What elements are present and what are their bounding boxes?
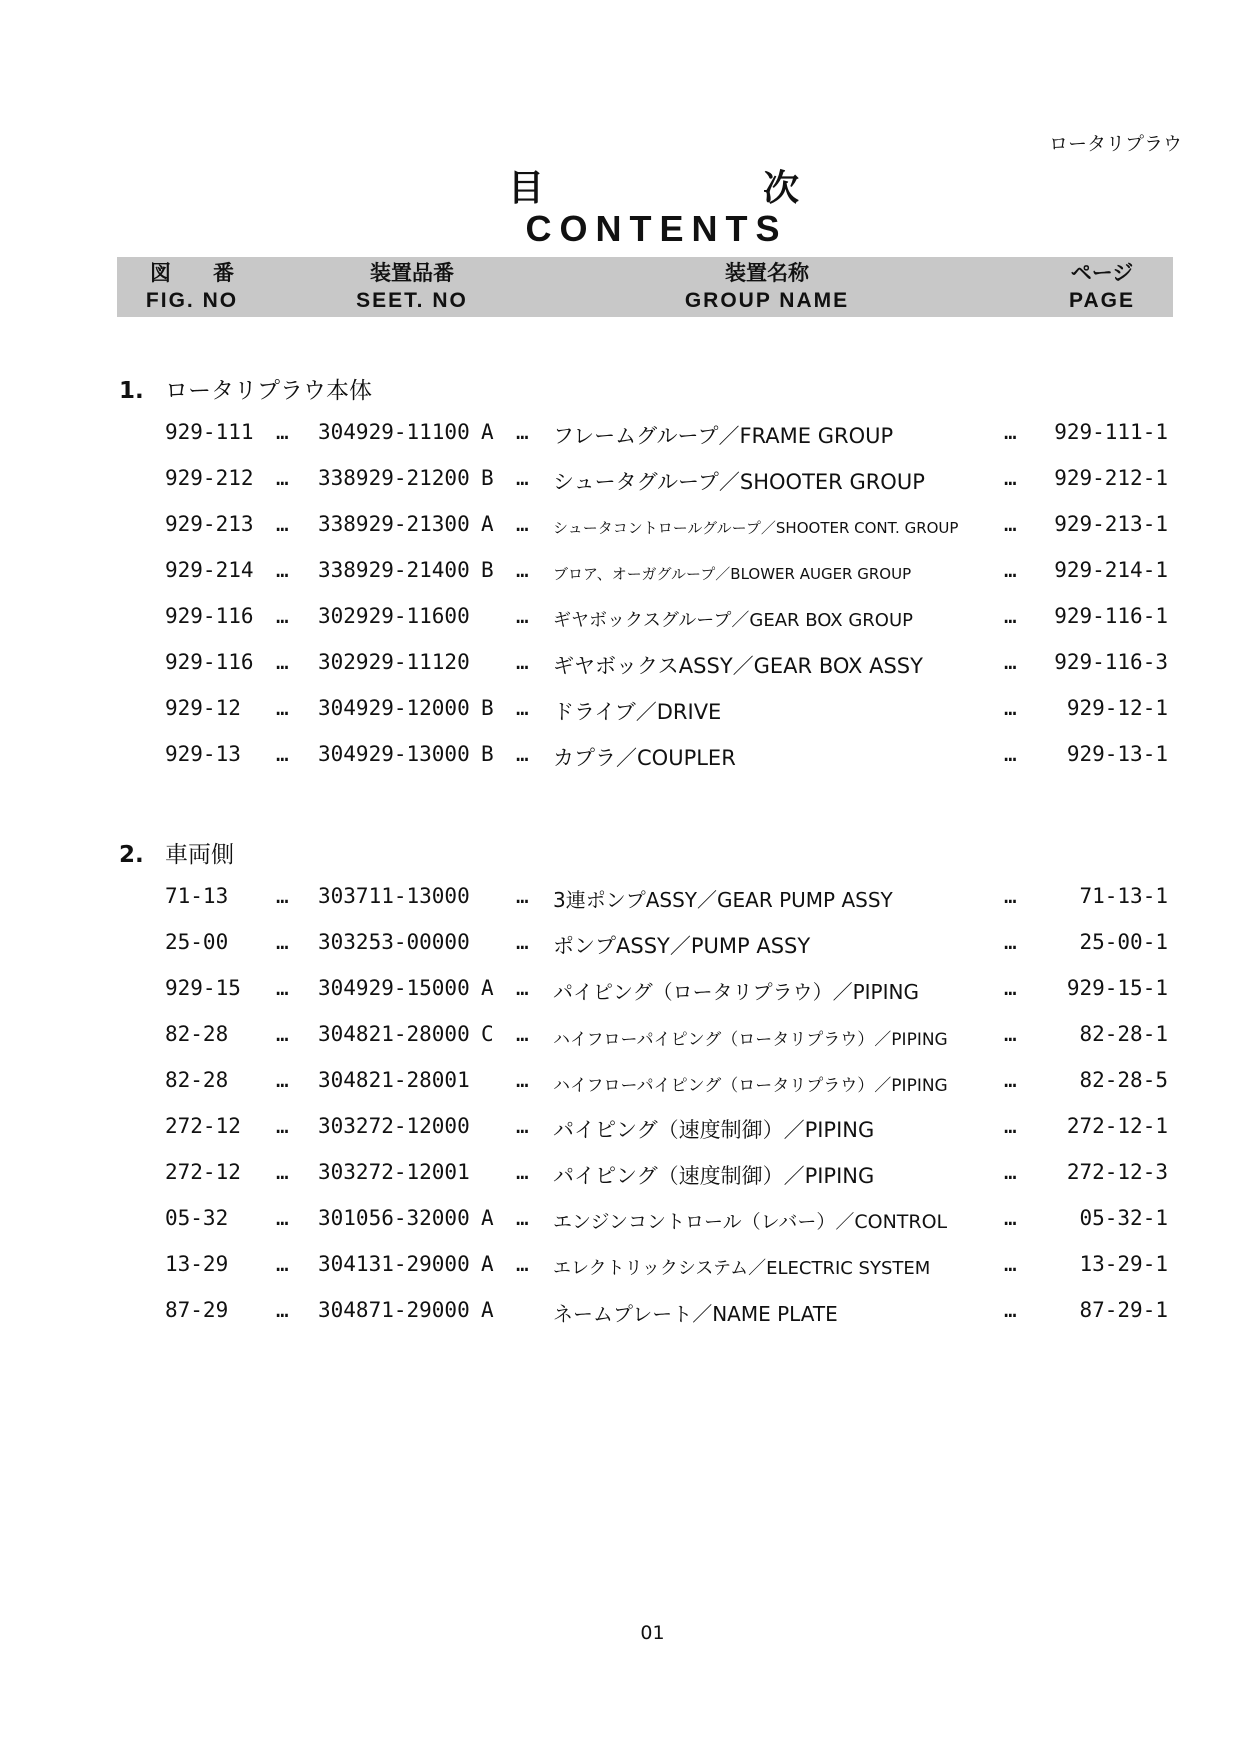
- seet-no: 301056-32000: [318, 1206, 470, 1230]
- table-row: [0, 930, 1240, 976]
- page-number: 01: [640, 1622, 665, 1644]
- table-row: [0, 512, 1240, 558]
- seet-no: 338929-21400: [318, 558, 470, 582]
- title-japanese: [0, 160, 1240, 208]
- header-group-name: [587, 257, 947, 317]
- table-row: [0, 1022, 1240, 1068]
- title-jp-char-2: 次: [763, 168, 800, 209]
- table-row: [0, 1160, 1240, 1206]
- seet-no: 303272-12001: [318, 1160, 470, 1184]
- revision: A: [481, 1298, 494, 1322]
- fig-no: 82-28: [165, 1068, 229, 1092]
- leader-dots: …: [1004, 976, 1017, 1000]
- seet-no: 304131-29000: [318, 1252, 470, 1276]
- leader-dots: …: [516, 1252, 529, 1276]
- page-ref: 05-32-1: [1079, 1206, 1168, 1230]
- group-name: ネームプレート／NAME PLATE: [553, 1302, 838, 1326]
- seet-no: 304929-15000: [318, 976, 470, 1000]
- page-ref: 87-29-1: [1079, 1298, 1168, 1322]
- leader-dots: …: [1004, 1114, 1017, 1138]
- seet-no: 304871-29000: [318, 1298, 470, 1322]
- group-name: ブロア、オーガグループ／BLOWER AUGER GROUP: [553, 565, 912, 583]
- page-ref: 929-111-1: [1054, 420, 1168, 444]
- section-number: 2.: [119, 842, 144, 868]
- seet-no: 304929-13000: [318, 742, 470, 766]
- leader-dots: …: [276, 1114, 289, 1138]
- leader-dots: …: [1004, 1022, 1017, 1046]
- fig-no: 272-12: [165, 1114, 241, 1138]
- table-row: [0, 696, 1240, 742]
- revision: A: [481, 976, 494, 1000]
- leader-dots: …: [516, 466, 529, 490]
- leader-dots: …: [1004, 930, 1017, 954]
- header-seet-jp: 装置品番: [370, 261, 454, 285]
- seet-no: 303272-12000: [318, 1114, 470, 1138]
- header-fig-en: FIG. NO: [145, 289, 239, 312]
- group-name: カプラ／COUPLER: [553, 746, 736, 770]
- leader-dots: …: [276, 976, 289, 1000]
- leader-dots: …: [516, 604, 529, 628]
- page-ref: 272-12-1: [1066, 1114, 1168, 1138]
- leader-dots: …: [276, 650, 289, 674]
- seet-no: 302929-11600: [318, 604, 470, 628]
- fig-no: 929-116: [165, 604, 254, 628]
- revision: B: [481, 742, 494, 766]
- leader-dots: …: [276, 1160, 289, 1184]
- fig-no: 05-32: [165, 1206, 229, 1230]
- leader-dots: …: [1004, 696, 1017, 720]
- page-ref: 13-29-1: [1079, 1252, 1168, 1276]
- leader-dots: …: [516, 1114, 529, 1138]
- revision: B: [481, 466, 494, 490]
- fig-no: 929-13: [165, 742, 241, 766]
- table-row: [0, 1298, 1240, 1344]
- leader-dots: …: [516, 1160, 529, 1184]
- section-heading-2: [119, 836, 234, 869]
- section-title: 車両側: [165, 842, 234, 868]
- group-name: ドライブ／DRIVE: [553, 700, 722, 724]
- fig-no: 929-12: [165, 696, 241, 720]
- leader-dots: …: [516, 696, 529, 720]
- revision: B: [481, 558, 494, 582]
- leader-dots: …: [276, 930, 289, 954]
- page-ref: 929-213-1: [1054, 512, 1168, 536]
- group-name: ギヤボックスグループ／GEAR BOX GROUP: [553, 610, 913, 631]
- table-row: [0, 1206, 1240, 1252]
- document-category-label: ロータリプラウ: [1048, 133, 1182, 155]
- seet-no: 338929-21300: [318, 512, 470, 536]
- table-row: [0, 976, 1240, 1022]
- fig-no: 929-213: [165, 512, 254, 536]
- table-row: [0, 604, 1240, 650]
- page-ref: 929-116-1: [1054, 604, 1168, 628]
- table-row: [0, 742, 1240, 788]
- page-ref: 272-12-3: [1066, 1160, 1168, 1184]
- group-name: ハイフローパイピング（ロータリプラウ）／PIPING: [553, 1030, 948, 1050]
- fig-no: 25-00: [165, 930, 229, 954]
- table-row: [0, 1068, 1240, 1114]
- leader-dots: …: [276, 558, 289, 582]
- leader-dots: …: [276, 1206, 289, 1230]
- table-row: [0, 650, 1240, 696]
- page-ref: 929-13-1: [1066, 742, 1168, 766]
- seet-no: 304821-28001: [318, 1068, 470, 1092]
- fig-no: 87-29: [165, 1298, 229, 1322]
- leader-dots: …: [516, 742, 529, 766]
- leader-dots: …: [276, 884, 289, 908]
- seet-no: 338929-21200: [318, 466, 470, 490]
- revision: B: [481, 696, 494, 720]
- page-ref: 929-15-1: [1066, 976, 1168, 1000]
- leader-dots: …: [276, 1298, 289, 1322]
- seet-no: 303711-13000: [318, 884, 470, 908]
- group-name: フレームグループ／FRAME GROUP: [553, 424, 894, 448]
- table-header: [117, 257, 1173, 317]
- title-english: CONTENTS: [525, 208, 788, 249]
- table-row: [0, 558, 1240, 604]
- revision: C: [481, 1022, 494, 1046]
- revision: A: [481, 512, 494, 536]
- page-ref: 82-28-1: [1079, 1022, 1168, 1046]
- leader-dots: …: [276, 604, 289, 628]
- group-name: エンジンコントロール（レバー）／CONTROL: [553, 1211, 948, 1233]
- page-ref: 929-212-1: [1054, 466, 1168, 490]
- leader-dots: …: [516, 930, 529, 954]
- fig-no: 929-15: [165, 976, 241, 1000]
- leader-dots: …: [516, 1068, 529, 1092]
- fig-no: 13-29: [165, 1252, 229, 1276]
- table-row: [0, 884, 1240, 930]
- leader-dots: …: [276, 696, 289, 720]
- leader-dots: …: [516, 650, 529, 674]
- page-ref: 71-13-1: [1079, 884, 1168, 908]
- leader-dots: …: [276, 1068, 289, 1092]
- leader-dots: …: [276, 512, 289, 536]
- leader-dots: …: [1004, 1206, 1017, 1230]
- seet-no: 304821-28000: [318, 1022, 470, 1046]
- leader-dots: …: [1004, 1298, 1017, 1322]
- group-name: エレクトリックシステム／ELECTRIC SYSTEM: [553, 1258, 931, 1279]
- group-name: 3連ポンプASSY／GEAR PUMP ASSY: [553, 888, 893, 912]
- leader-dots: …: [1004, 1160, 1017, 1184]
- header-group-jp: 装置名称: [725, 261, 809, 285]
- seet-no: 303253-00000: [318, 930, 470, 954]
- leader-dots: …: [276, 420, 289, 444]
- group-name: パイピング（速度制御）／PIPING: [553, 1164, 875, 1188]
- header-seet-no: [312, 257, 512, 317]
- group-name: シュータコントロールグループ／SHOOTER CONT. GROUP: [553, 519, 959, 537]
- leader-dots: …: [1004, 884, 1017, 908]
- header-page: [1047, 257, 1157, 317]
- fig-no: 929-111: [165, 420, 254, 444]
- leader-dots: …: [1004, 466, 1017, 490]
- page-ref: 25-00-1: [1079, 930, 1168, 954]
- revision: A: [481, 1252, 494, 1276]
- header-page-en: PAGE: [1069, 289, 1135, 312]
- header-fig-no: [117, 257, 267, 317]
- header-group-en: GROUP NAME: [684, 289, 850, 312]
- leader-dots: …: [516, 558, 529, 582]
- fig-no: 929-212: [165, 466, 254, 490]
- leader-dots: …: [516, 976, 529, 1000]
- leader-dots: …: [1004, 1252, 1017, 1276]
- leader-dots: …: [1004, 512, 1017, 536]
- fig-no: 272-12: [165, 1160, 241, 1184]
- leader-dots: …: [516, 420, 529, 444]
- section-number: 1.: [119, 378, 144, 404]
- seet-no: 302929-11120: [318, 650, 470, 674]
- leader-dots: …: [516, 1206, 529, 1230]
- group-name: パイピング（速度制御）／PIPING: [553, 1118, 875, 1142]
- leader-dots: …: [1004, 604, 1017, 628]
- group-name: ポンプASSY／PUMP ASSY: [553, 934, 811, 958]
- table-row: [0, 466, 1240, 512]
- group-name: パイピング（ロータリプラウ）／PIPING: [553, 980, 919, 1004]
- section-title: ロータリプラウ本体: [165, 378, 372, 404]
- leader-dots: …: [1004, 1068, 1017, 1092]
- fig-no: 82-28: [165, 1022, 229, 1046]
- leader-dots: …: [1004, 558, 1017, 582]
- fig-no: 71-13: [165, 884, 229, 908]
- leader-dots: …: [276, 466, 289, 490]
- title-jp-char-1: 目: [508, 168, 545, 209]
- group-name: シュータグループ／SHOOTER GROUP: [553, 470, 925, 494]
- seet-no: 304929-11100: [318, 420, 470, 444]
- header-seet-en: SEET. NO: [356, 289, 468, 312]
- page-ref: 929-214-1: [1054, 558, 1168, 582]
- leader-dots: …: [276, 1022, 289, 1046]
- leader-dots: …: [516, 1022, 529, 1046]
- page-ref: 929-12-1: [1066, 696, 1168, 720]
- table-row: [0, 1252, 1240, 1298]
- leader-dots: …: [1004, 650, 1017, 674]
- table-row: [0, 1114, 1240, 1160]
- leader-dots: …: [1004, 742, 1017, 766]
- header-fig-jp: 図 番: [150, 261, 234, 285]
- leader-dots: …: [516, 884, 529, 908]
- group-name: ハイフローパイピング（ロータリプラウ）／PIPING: [553, 1076, 948, 1096]
- revision: A: [481, 420, 494, 444]
- fig-no: 929-214: [165, 558, 254, 582]
- fig-no: 929-116: [165, 650, 254, 674]
- table-row: [0, 420, 1240, 466]
- leader-dots: …: [516, 512, 529, 536]
- revision: A: [481, 1206, 494, 1230]
- leader-dots: …: [276, 1252, 289, 1276]
- leader-dots: …: [1004, 420, 1017, 444]
- leader-dots: …: [276, 742, 289, 766]
- page-ref: 929-116-3: [1054, 650, 1168, 674]
- section-heading-1: [119, 372, 372, 405]
- header-page-jp: ページ: [1070, 261, 1134, 285]
- group-name: ギヤボックスASSY／GEAR BOX ASSY: [553, 654, 923, 678]
- page-ref: 82-28-5: [1079, 1068, 1168, 1092]
- seet-no: 304929-12000: [318, 696, 470, 720]
